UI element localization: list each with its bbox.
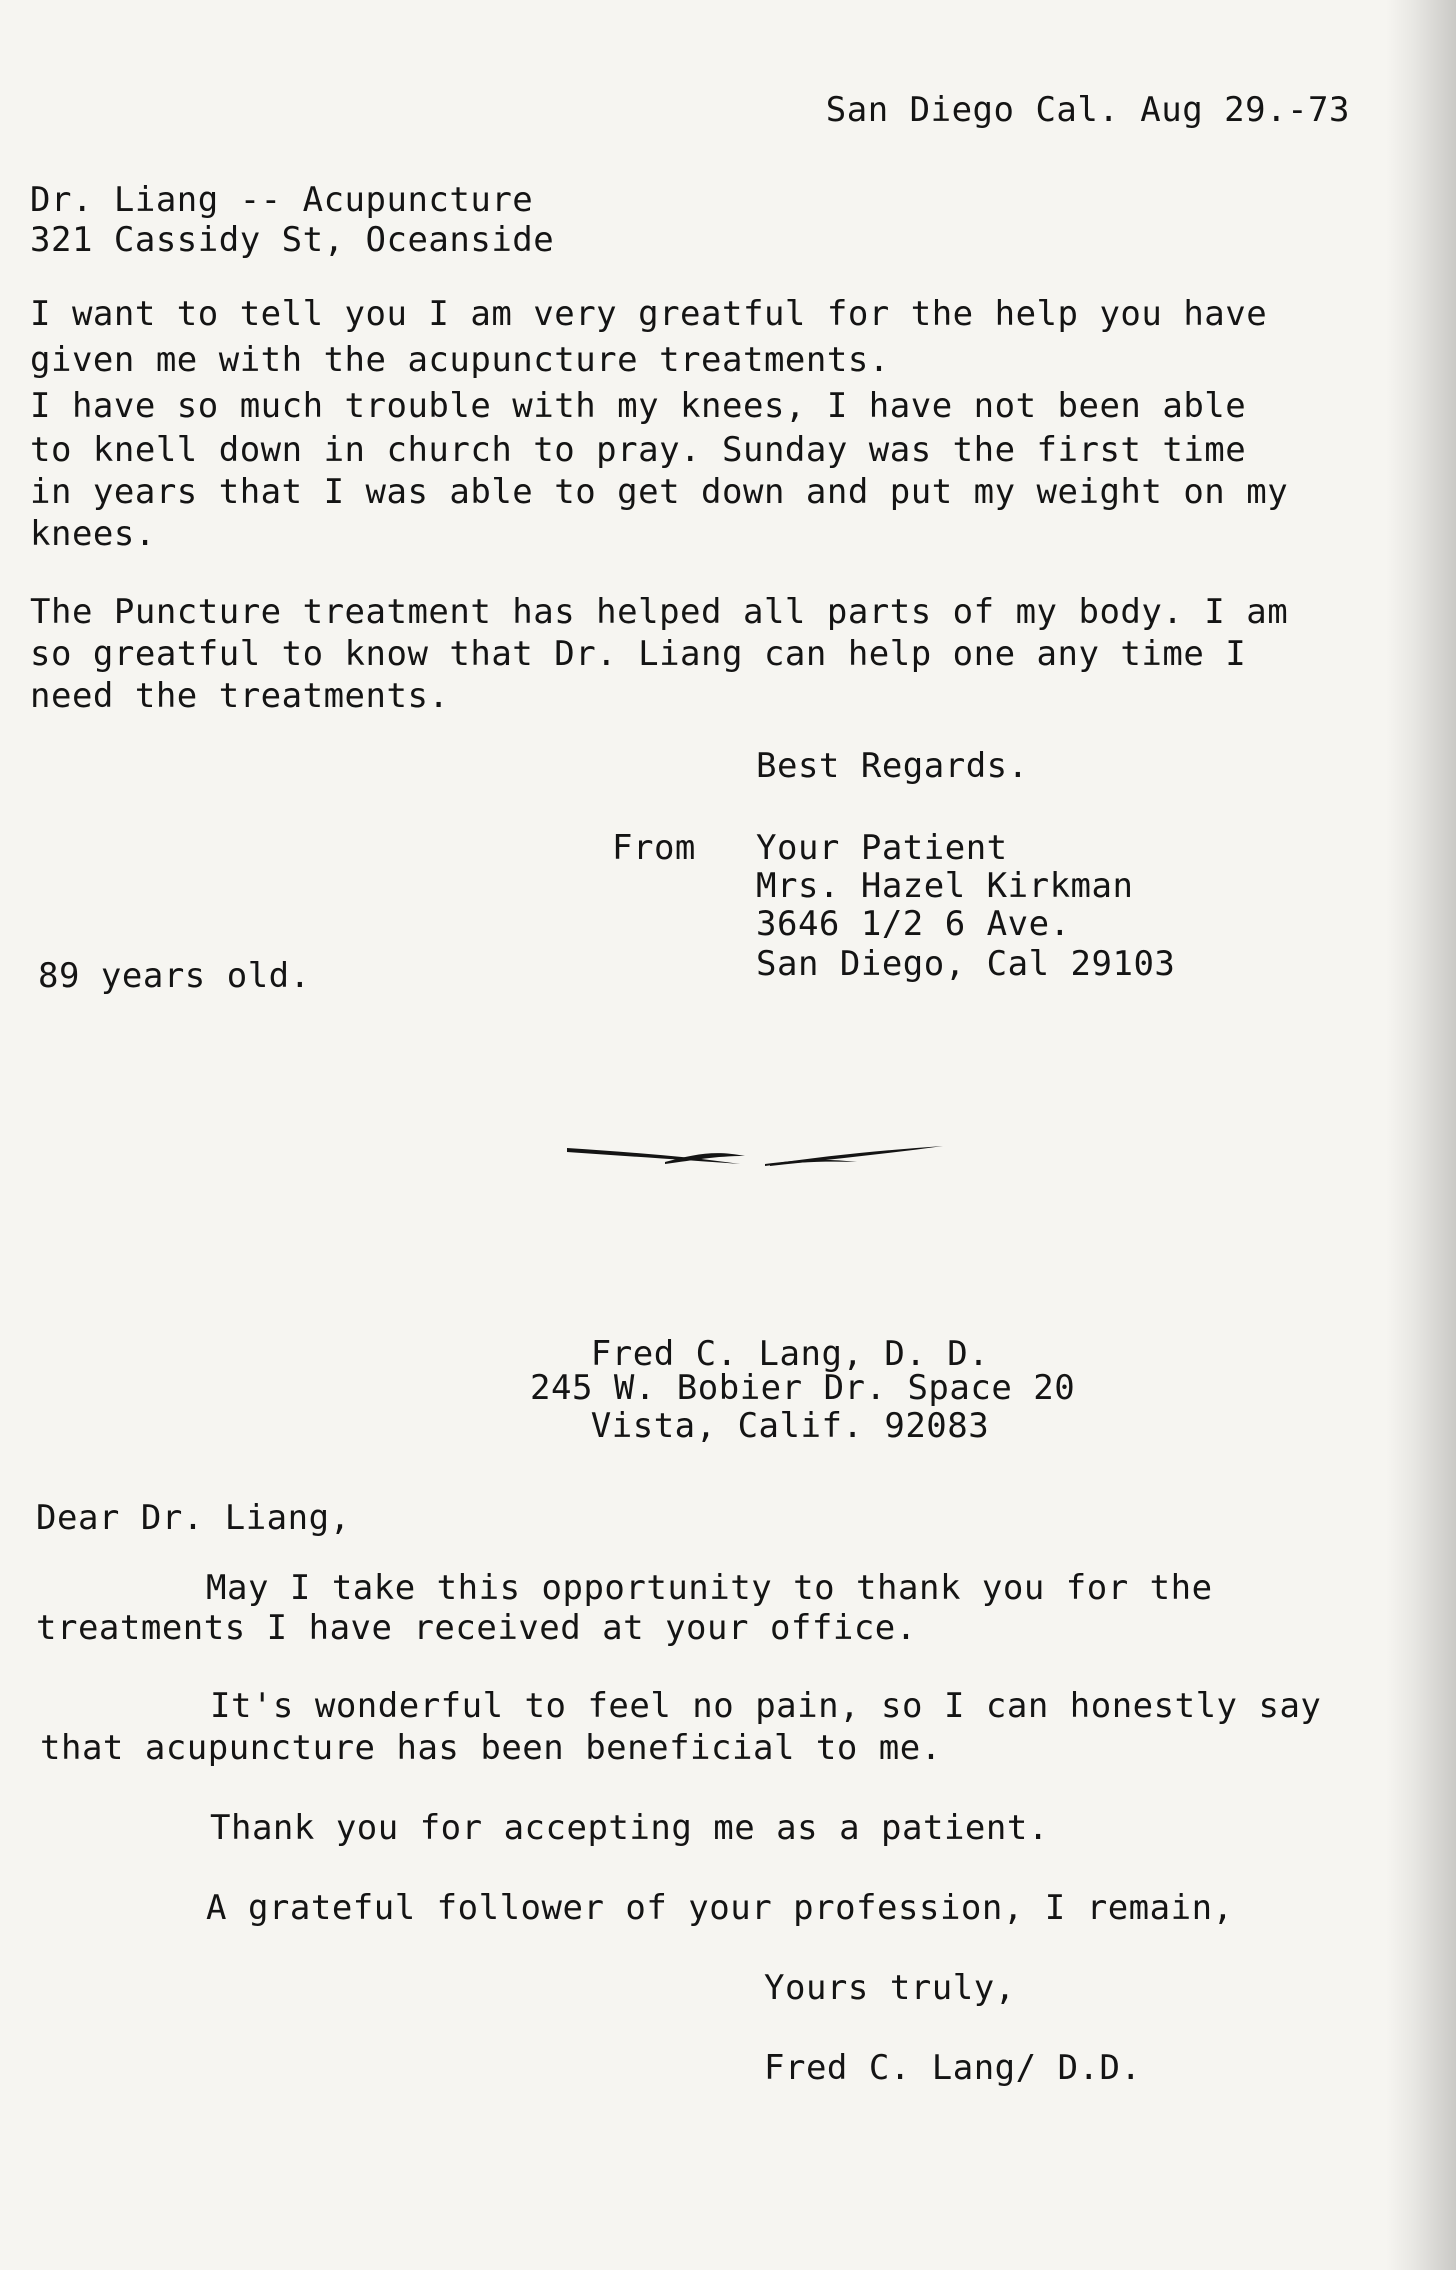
letter1-body-line: in years that I was able to get down and put my weight on my (30, 472, 1289, 512)
double-swash-divider-icon (565, 1134, 945, 1174)
letter1-signature-line: Your Patient (756, 828, 1008, 868)
letter1-age-note: 89 years old. (38, 956, 311, 996)
letter2-body-line: treatments I have received at your office. (36, 1608, 917, 1648)
letter2-sender-city: Vista, Calif. 92083 (590, 1406, 990, 1446)
letter2-sender-address: 245 W. Bobier Dr. Space 20 (530, 1368, 1076, 1408)
letter2-body-line: It's wonderful to feel no pain, so I can honestly say (210, 1686, 1322, 1726)
letter2-sender-name: Fred C. Lang, D. D. (590, 1334, 990, 1374)
letter1-recipient-name: Dr. Liang -- Acupuncture (30, 180, 534, 220)
letter1-signature-address: 3646 1/2 6 Ave. (756, 904, 1071, 944)
letter1-body-line: so greatful to know that Dr. Liang can help one any time I (30, 634, 1247, 674)
letter1-body-line: knees. (30, 514, 156, 554)
letter1-body-line: I want to tell you I am very greatful for the help you have (30, 294, 1268, 334)
letter2-closing: Yours truly, (764, 1968, 1016, 2008)
letter1-body-line: need the treatments. (30, 676, 450, 716)
letter1-recipient-address: 321 Cassidy St, Oceanside (30, 220, 555, 260)
letter2-body-line: that acupuncture has been beneficial to me. (40, 1728, 942, 1768)
letter1-body-line: given me with the acupuncture treatments. (30, 340, 890, 380)
letter2-body-line: Thank you for accepting me as a patient. (210, 1808, 1049, 1848)
letter1-body-line: The Puncture treatment has helped all parts of my body. I am (30, 592, 1289, 632)
letter1-body-line: to knell down in church to pray. Sunday was the first time (30, 430, 1247, 470)
page-edge-shadow (1386, 0, 1456, 2270)
letter1-signature-name: Mrs. Hazel Kirkman (756, 866, 1134, 906)
letter2-salutation: Dear Dr. Liang, (36, 1498, 351, 1538)
letter2-body-line: A grateful follower of your profession, I remain, (206, 1888, 1234, 1928)
letter1-body-line: I have so much trouble with my knees, I have not been able (30, 386, 1247, 426)
letter2-signature: Fred C. Lang/ D.D. (764, 2048, 1142, 2088)
letter1-signature-city: San Diego, Cal 29103 (756, 944, 1176, 984)
letter1-closing: Best Regards. (756, 746, 1029, 786)
letter1-from-label: From (612, 828, 696, 868)
letter2-body-line: May I take this opportunity to thank you for the (206, 1568, 1213, 1608)
letter1-place-date: San Diego Cal. Aug 29.-73 (825, 90, 1350, 130)
